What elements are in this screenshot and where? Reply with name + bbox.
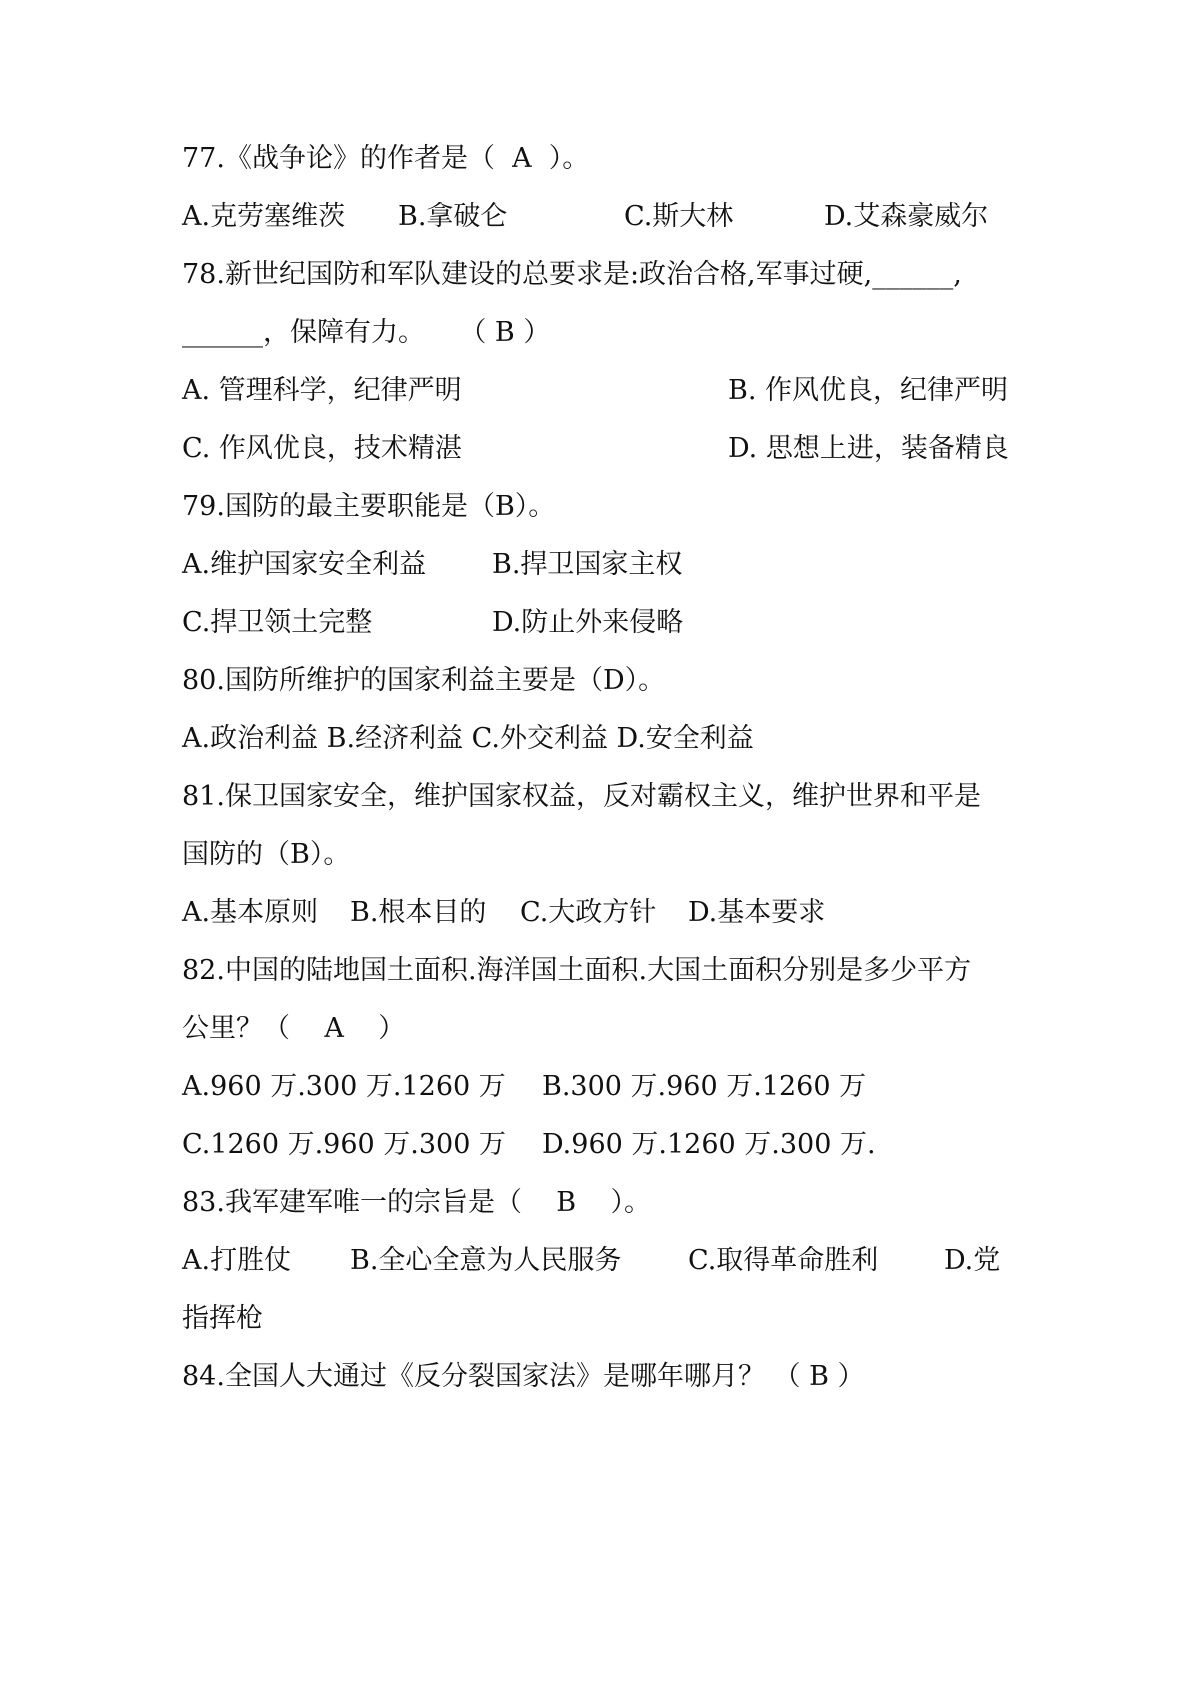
question-83-option-b: B.全心全意为人民服务 (350, 1245, 622, 1276)
question-77-option-d: D.艾森豪威尔 (824, 201, 989, 232)
question-83-stem: 83.我军建军唯一的宗旨是（ B ）。 (182, 1187, 651, 1218)
question-78-option-a: A. 管理科学，纪律严明 (182, 375, 462, 406)
question-78-option-d: D. 思想上进，装备精良 (728, 433, 1009, 464)
question-80-options: A.政治利益 B.经济利益 C.外交利益 D.安全利益 (182, 723, 754, 754)
question-81-option-b: B.根本目的 (350, 897, 487, 928)
question-81-option-a: A.基本原则 (182, 897, 319, 928)
question-82-option-d: D.960 万.1260 万.300 万. (542, 1129, 876, 1160)
question-82-option-a: A.960 万.300 万.1260 万 (182, 1071, 506, 1102)
question-81-stem-line1: 81.保卫国家安全，维护国家权益，反对霸权主义，维护世界和平是 (182, 781, 981, 812)
question-78-option-b: B. 作风优良，纪律严明 (728, 375, 1009, 406)
question-82-stem-line2: 公里？（ A ） (182, 1013, 406, 1044)
question-82-option-b: B.300 万.960 万.1260 万 (542, 1071, 867, 1102)
question-79-option-a: A.维护国家安全利益 (182, 549, 427, 580)
question-78-stem-line1: 78.新世纪国防和军队建设的总要求是:政治合格,军事过硬,______, (182, 259, 962, 290)
question-83-option-c: C.取得革命胜利 (688, 1245, 879, 1276)
question-81-option-c: C.大政方针 (520, 897, 657, 928)
question-78-stem-line2: ______，保障有力。 （ B ） (182, 317, 551, 348)
question-77-option-c: C.斯大林 (624, 201, 734, 232)
question-81-stem-line2: 国防的（B）。 (182, 839, 351, 870)
question-80-stem: 80.国防所维护的国家利益主要是（D）。 (182, 665, 666, 696)
question-77-stem: 77.《战争论》的作者是（ A ）。 (182, 143, 590, 174)
question-79-option-b: B.捍卫国家主权 (492, 549, 683, 580)
question-81-option-d: D.基本要求 (688, 897, 826, 928)
question-77-option-a: A.克劳塞维茨 (182, 201, 346, 232)
question-77-option-b: B.拿破仑 (398, 201, 508, 232)
question-79-stem: 79.国防的最主要职能是（B）。 (182, 491, 556, 522)
question-83-option-d-wrap: 指挥枪 (182, 1303, 263, 1334)
question-84-stem: 84.全国人大通过《反分裂国家法》是哪年哪月？ （ B ） (182, 1361, 865, 1392)
question-79-option-c: C.捍卫领土完整 (182, 607, 373, 638)
question-82-stem-line1: 82.中国的陆地国土面积.海洋国土面积.大国土面积分别是多少平方 (182, 955, 972, 986)
question-78-option-c: C. 作风优良，技术精湛 (182, 433, 462, 464)
question-79-option-d: D.防止外来侵略 (492, 607, 684, 638)
question-83-option-a: A.打胜仗 (182, 1245, 292, 1276)
question-82-option-c: C.1260 万.960 万.300 万 (182, 1129, 506, 1160)
question-83-option-d: D.党 (944, 1245, 1001, 1276)
